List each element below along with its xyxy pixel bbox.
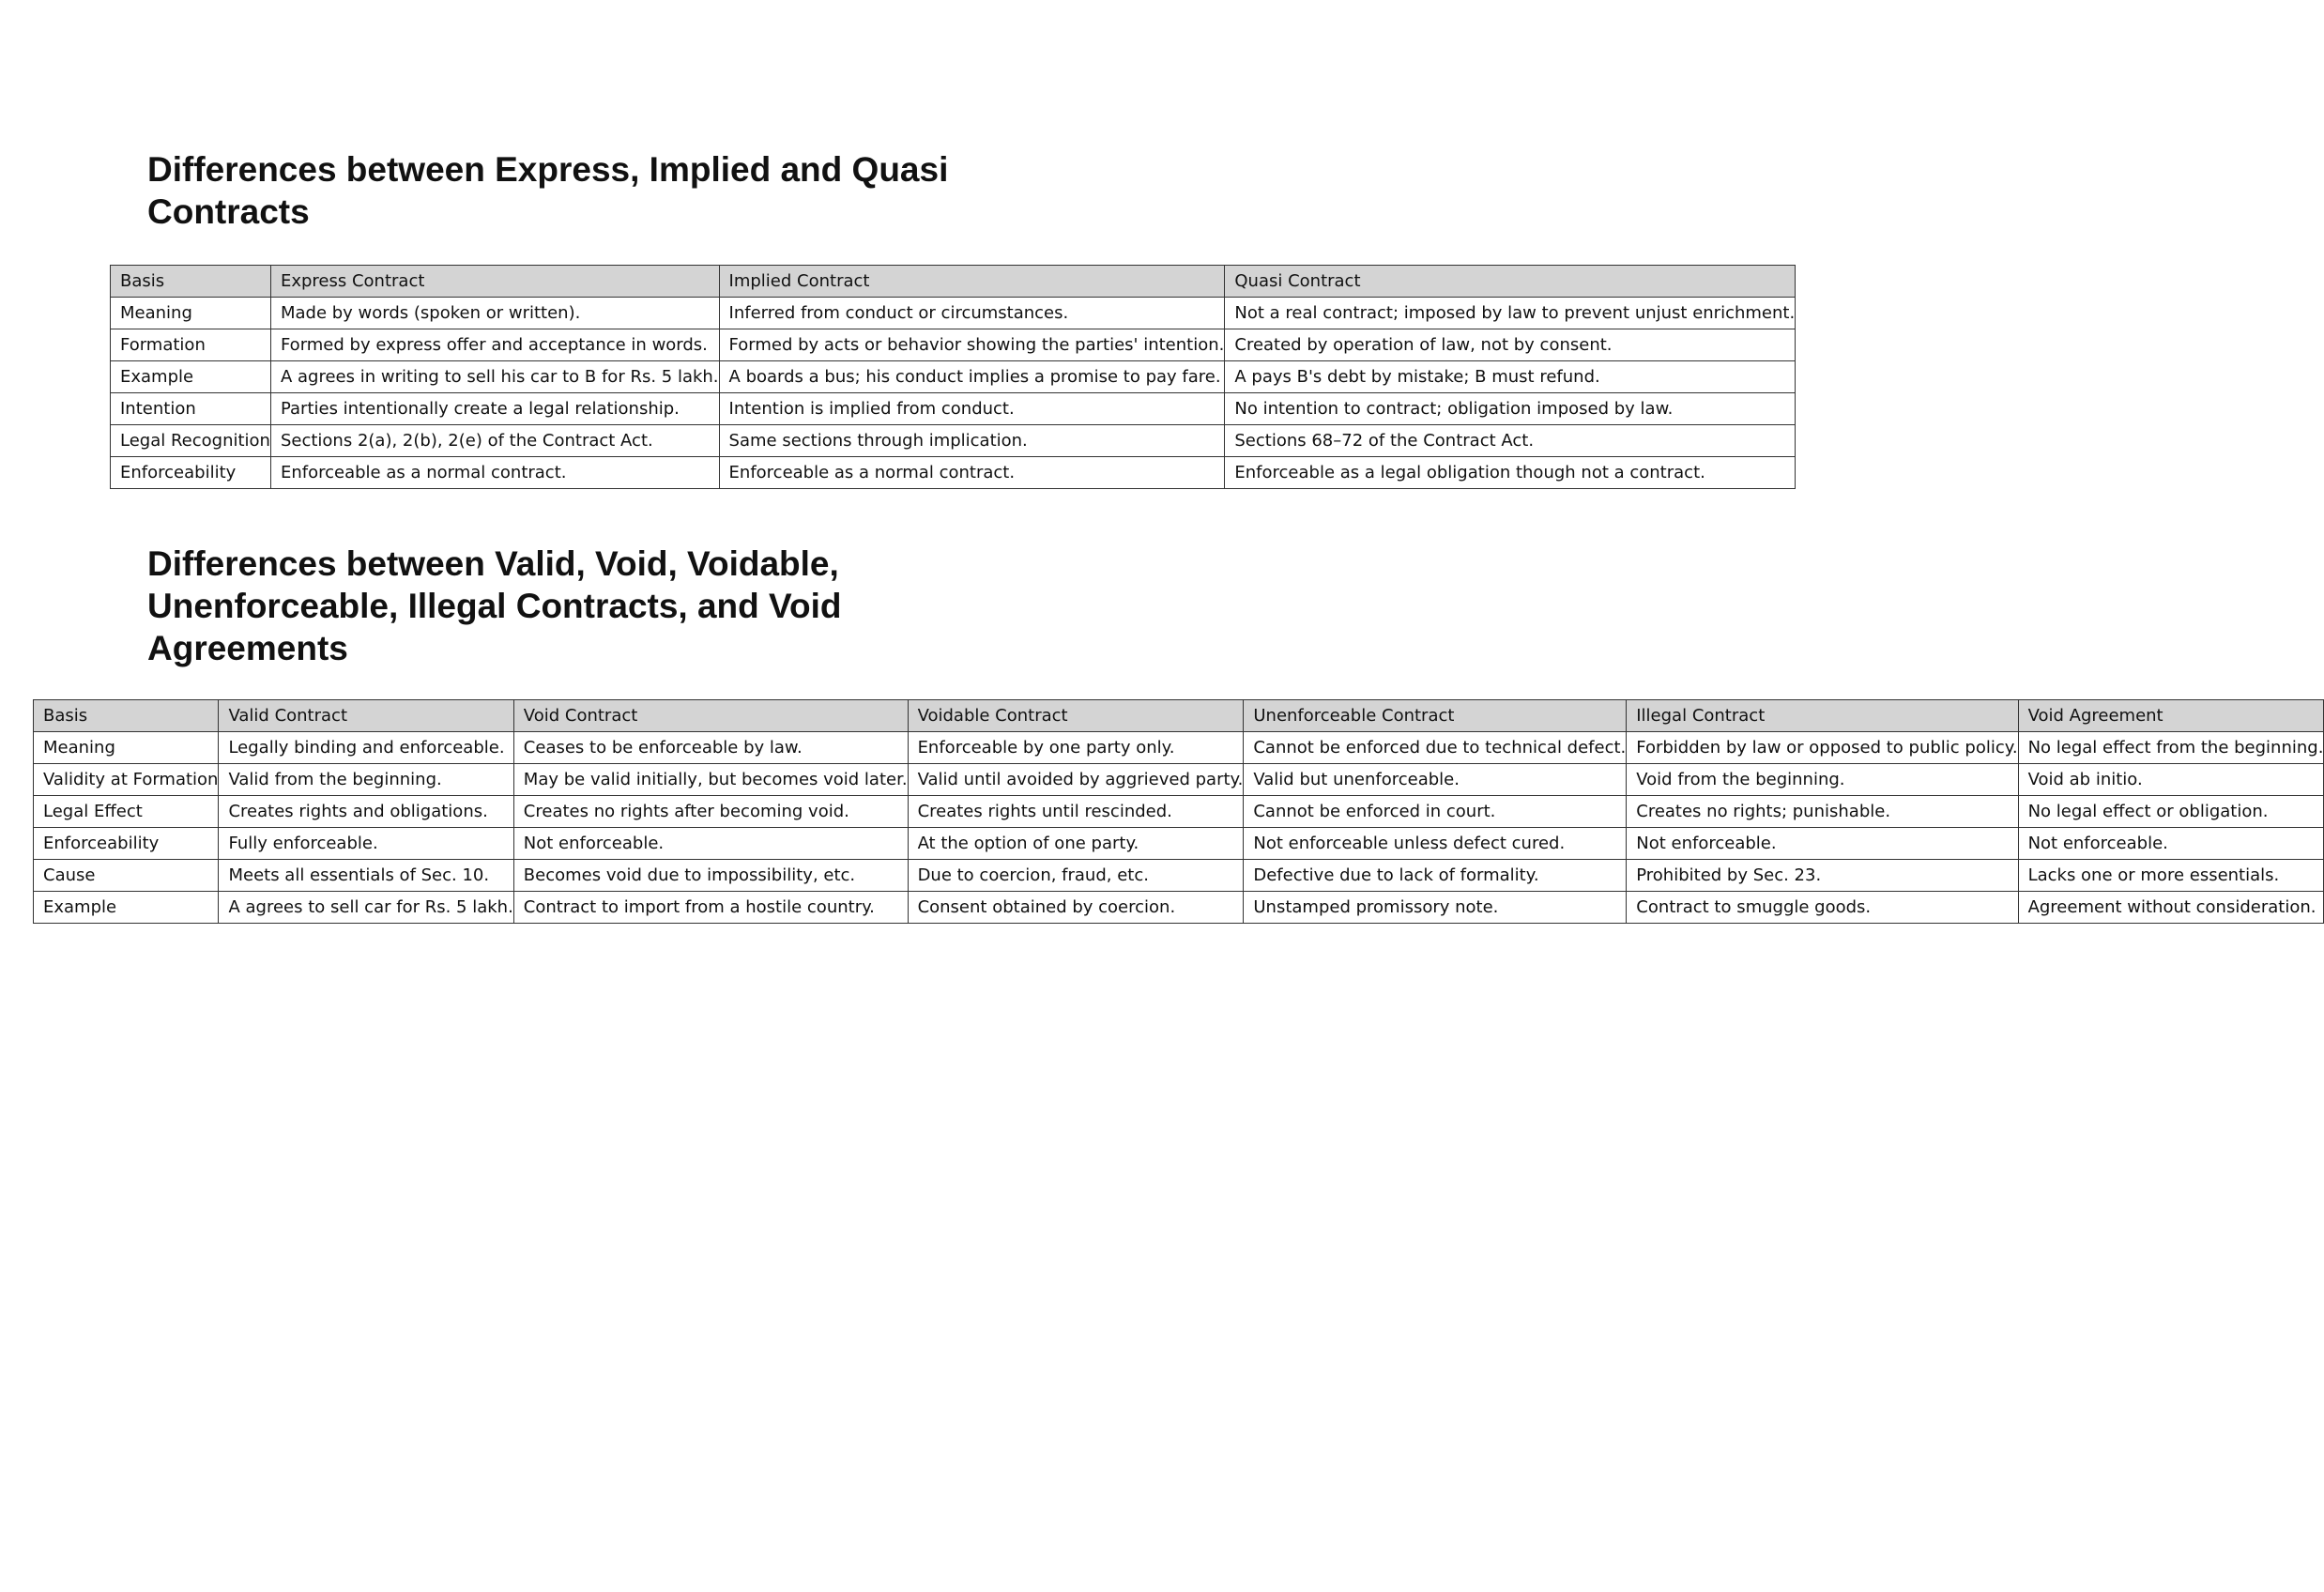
table-cell: Enforceable as a normal contract. [719,457,1225,489]
table-row [34,764,2324,796]
table-row [111,457,1796,489]
table-row [34,732,2324,764]
table-cell: Contract to import from a hostile country. [513,892,908,924]
table-cell: Not enforceable unless defect cured. [1244,828,1627,860]
table-cell: Forbidden by law or opposed to public policy. [1627,732,2018,764]
table-cell: Contract to smuggle goods. [1627,892,2018,924]
table-cell: Meaning [34,732,219,764]
table-cell: Cannot be enforced due to technical defect. [1244,732,1627,764]
column-header: Void Contract [513,700,908,732]
table-cell: Becomes void due to impossibility, etc. [513,860,908,892]
table-cell: Example [111,361,271,393]
table-header-row [111,266,1796,298]
column-header: Illegal Contract [1627,700,2018,732]
column-header: Quasi Contract [1225,266,1796,298]
table-cell: Validity at Formation [34,764,219,796]
table-cell: Sections 68–72 of the Contract Act. [1225,425,1796,457]
column-header: Basis [111,266,271,298]
table-cell: Meaning [111,298,271,329]
table-cell: Legally binding and enforceable. [219,732,513,764]
table-cell: Valid from the beginning. [219,764,513,796]
table-cell: Due to coercion, fraud, etc. [908,860,1244,892]
table-cell: Enforceable as a normal contract. [270,457,719,489]
table-cell: Not enforceable. [2018,828,2324,860]
table-cell: Sections 2(a), 2(b), 2(e) of the Contract Act. [270,425,719,457]
table-cell: Inferred from conduct or circumstances. [719,298,1225,329]
table-cell: Parties intentionally create a legal relationship. [270,393,719,425]
table-cell: Intention [111,393,271,425]
table-cell: Ceases to be enforceable by law. [513,732,908,764]
express-implied-quasi-table [110,265,1796,489]
table-cell: Example [34,892,219,924]
table-cell: Not a real contract; imposed by law to prevent unjust enrichment. [1225,298,1796,329]
table-cell: May be valid initially, but becomes void later. [513,764,908,796]
table-cell: Agreement without consideration. [2018,892,2324,924]
table-cell: Void from the beginning. [1627,764,2018,796]
column-header: Express Contract [270,266,719,298]
table-cell: Creates rights and obligations. [219,796,513,828]
table-cell: Not enforceable. [1627,828,2018,860]
table-cell: Creates no rights after becoming void. [513,796,908,828]
table-row [34,892,2324,924]
table-row [34,828,2324,860]
table-row [111,298,1796,329]
column-header: Valid Contract [219,700,513,732]
contract-validity-table [33,699,2324,924]
table-cell: Made by words (spoken or written). [270,298,719,329]
table-cell: Intention is implied from conduct. [719,393,1225,425]
table-cell: A pays B's debt by mistake; B must refund. [1225,361,1796,393]
table-cell: Fully enforceable. [219,828,513,860]
table-cell: Created by operation of law, not by consent. [1225,329,1796,361]
table-cell: Enforceability [111,457,271,489]
table-cell: Enforceable by one party only. [908,732,1244,764]
section-1-title: Differences between Express, Implied and Quasi Contracts [147,150,949,231]
table-cell: No legal effect from the beginning. [2018,732,2324,764]
table-cell: No legal effect or obligation. [2018,796,2324,828]
table-cell: A agrees in writing to sell his car to B for Rs. 5 lakh. [270,361,719,393]
column-header: Voidable Contract [908,700,1244,732]
table-row [111,393,1796,425]
table-cell: Consent obtained by coercion. [908,892,1244,924]
table-cell: Enforceable as a legal obligation though not a contract. [1225,457,1796,489]
table-row [34,860,2324,892]
table-cell: Meets all essentials of Sec. 10. [219,860,513,892]
table-cell: A boards a bus; his conduct implies a promise to pay fare. [719,361,1225,393]
table-cell: Enforceability [34,828,219,860]
table-row [111,425,1796,457]
table-cell: Legal Recognition [111,425,271,457]
table-row [111,329,1796,361]
table-cell: Legal Effect [34,796,219,828]
column-header: Basis [34,700,219,732]
table-cell: Cause [34,860,219,892]
section-2-title: Differences between Valid, Void, Voidable, Unenforceable, Illegal Contracts, and Void Agreements [147,544,842,667]
table-cell: Creates no rights; punishable. [1627,796,2018,828]
table-cell: Same sections through implication. [719,425,1225,457]
table-row [111,361,1796,393]
table-cell: Not enforceable. [513,828,908,860]
table-cell: Formation [111,329,271,361]
table-cell: Lacks one or more essentials. [2018,860,2324,892]
column-header: Void Agreement [2018,700,2324,732]
table-cell: A agrees to sell car for Rs. 5 lakh. [219,892,513,924]
table-cell: Defective due to lack of formality. [1244,860,1627,892]
table-cell: Valid until avoided by aggrieved party. [908,764,1244,796]
column-header: Unenforceable Contract [1244,700,1627,732]
table-cell: At the option of one party. [908,828,1244,860]
table-row [34,796,2324,828]
table-header-row [34,700,2324,732]
column-header: Implied Contract [719,266,1225,298]
table-cell: No intention to contract; obligation imposed by law. [1225,393,1796,425]
table-cell: Formed by acts or behavior showing the parties' intention. [719,329,1225,361]
table-cell: Formed by express offer and acceptance in words. [270,329,719,361]
table-cell: Valid but unenforceable. [1244,764,1627,796]
table-cell: Void ab initio. [2018,764,2324,796]
table-cell: Creates rights until rescinded. [908,796,1244,828]
table-cell: Cannot be enforced in court. [1244,796,1627,828]
table-cell: Unstamped promissory note. [1244,892,1627,924]
table-cell: Prohibited by Sec. 23. [1627,860,2018,892]
